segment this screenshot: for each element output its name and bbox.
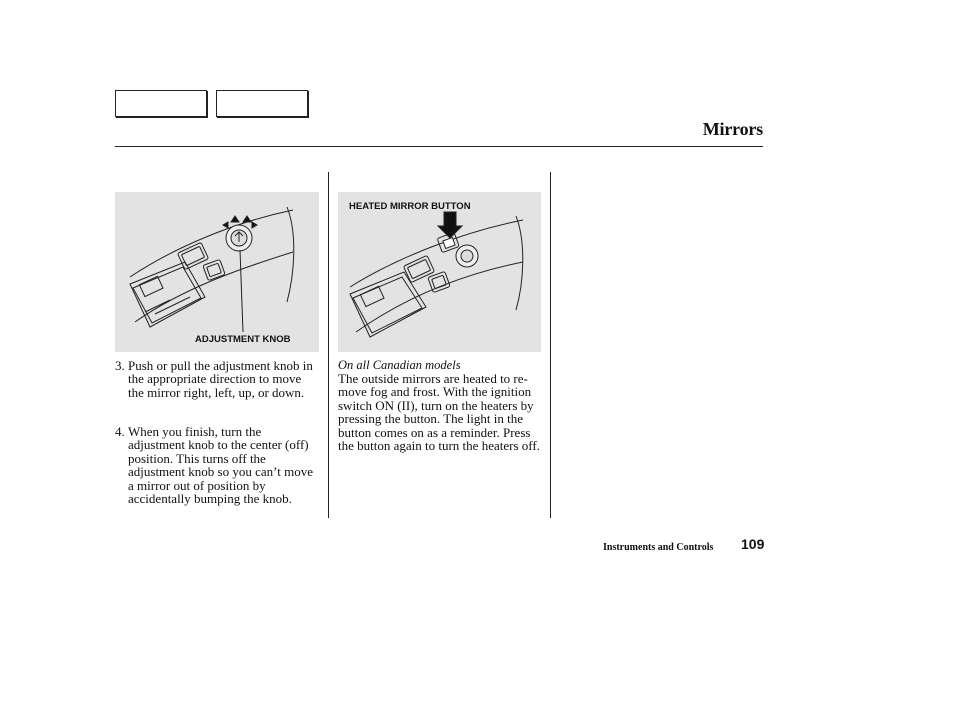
- heated-mirror-button-label: HEATED MIRROR BUTTON: [349, 201, 471, 212]
- heated-mirror-button-illustration: [338, 192, 541, 352]
- page-number: 109: [741, 536, 765, 552]
- page-title: Mirrors: [702, 119, 763, 139]
- column-divider-right: [550, 172, 551, 518]
- footer-section-link[interactable]: Instruments and Controls: [603, 542, 714, 553]
- heated-mirrors-paragraph: The outside mirrors are heated to re-move fog and frost. With the ignition switch ON (II), turn on the heaters by pressing the button. The light in the button comes on as a reminder. Press the button again to turn the heaters off.: [338, 371, 540, 454]
- column-divider-left: [328, 172, 329, 518]
- title-divider: [115, 146, 763, 147]
- next-page-button[interactable]: [216, 90, 308, 117]
- adjustment-knob-label: ADJUSTMENT KNOB: [195, 334, 291, 345]
- instruction-step-4: [115, 425, 320, 505]
- step-number: 4.: [115, 424, 125, 439]
- step-text: When you finish, turn the adjustment knob to the center (off) position. This turns off the adjustment knob so you can’t move a mirror out of position by accidentally bumping the knob.: [128, 424, 313, 507]
- door-panel-drawing: [115, 192, 319, 352]
- step-text: Push or pull the adjustment knob in the appropriate direction to move the mirror right, left, up, or down.: [128, 358, 313, 400]
- canadian-models-note: On all Canadian models: [338, 358, 461, 372]
- door-panel-drawing: [338, 192, 541, 352]
- adjustment-knob-illustration: [115, 192, 319, 352]
- instruction-step-3: [115, 359, 320, 399]
- previous-page-button[interactable]: [115, 90, 207, 117]
- step-number: 3.: [115, 358, 125, 373]
